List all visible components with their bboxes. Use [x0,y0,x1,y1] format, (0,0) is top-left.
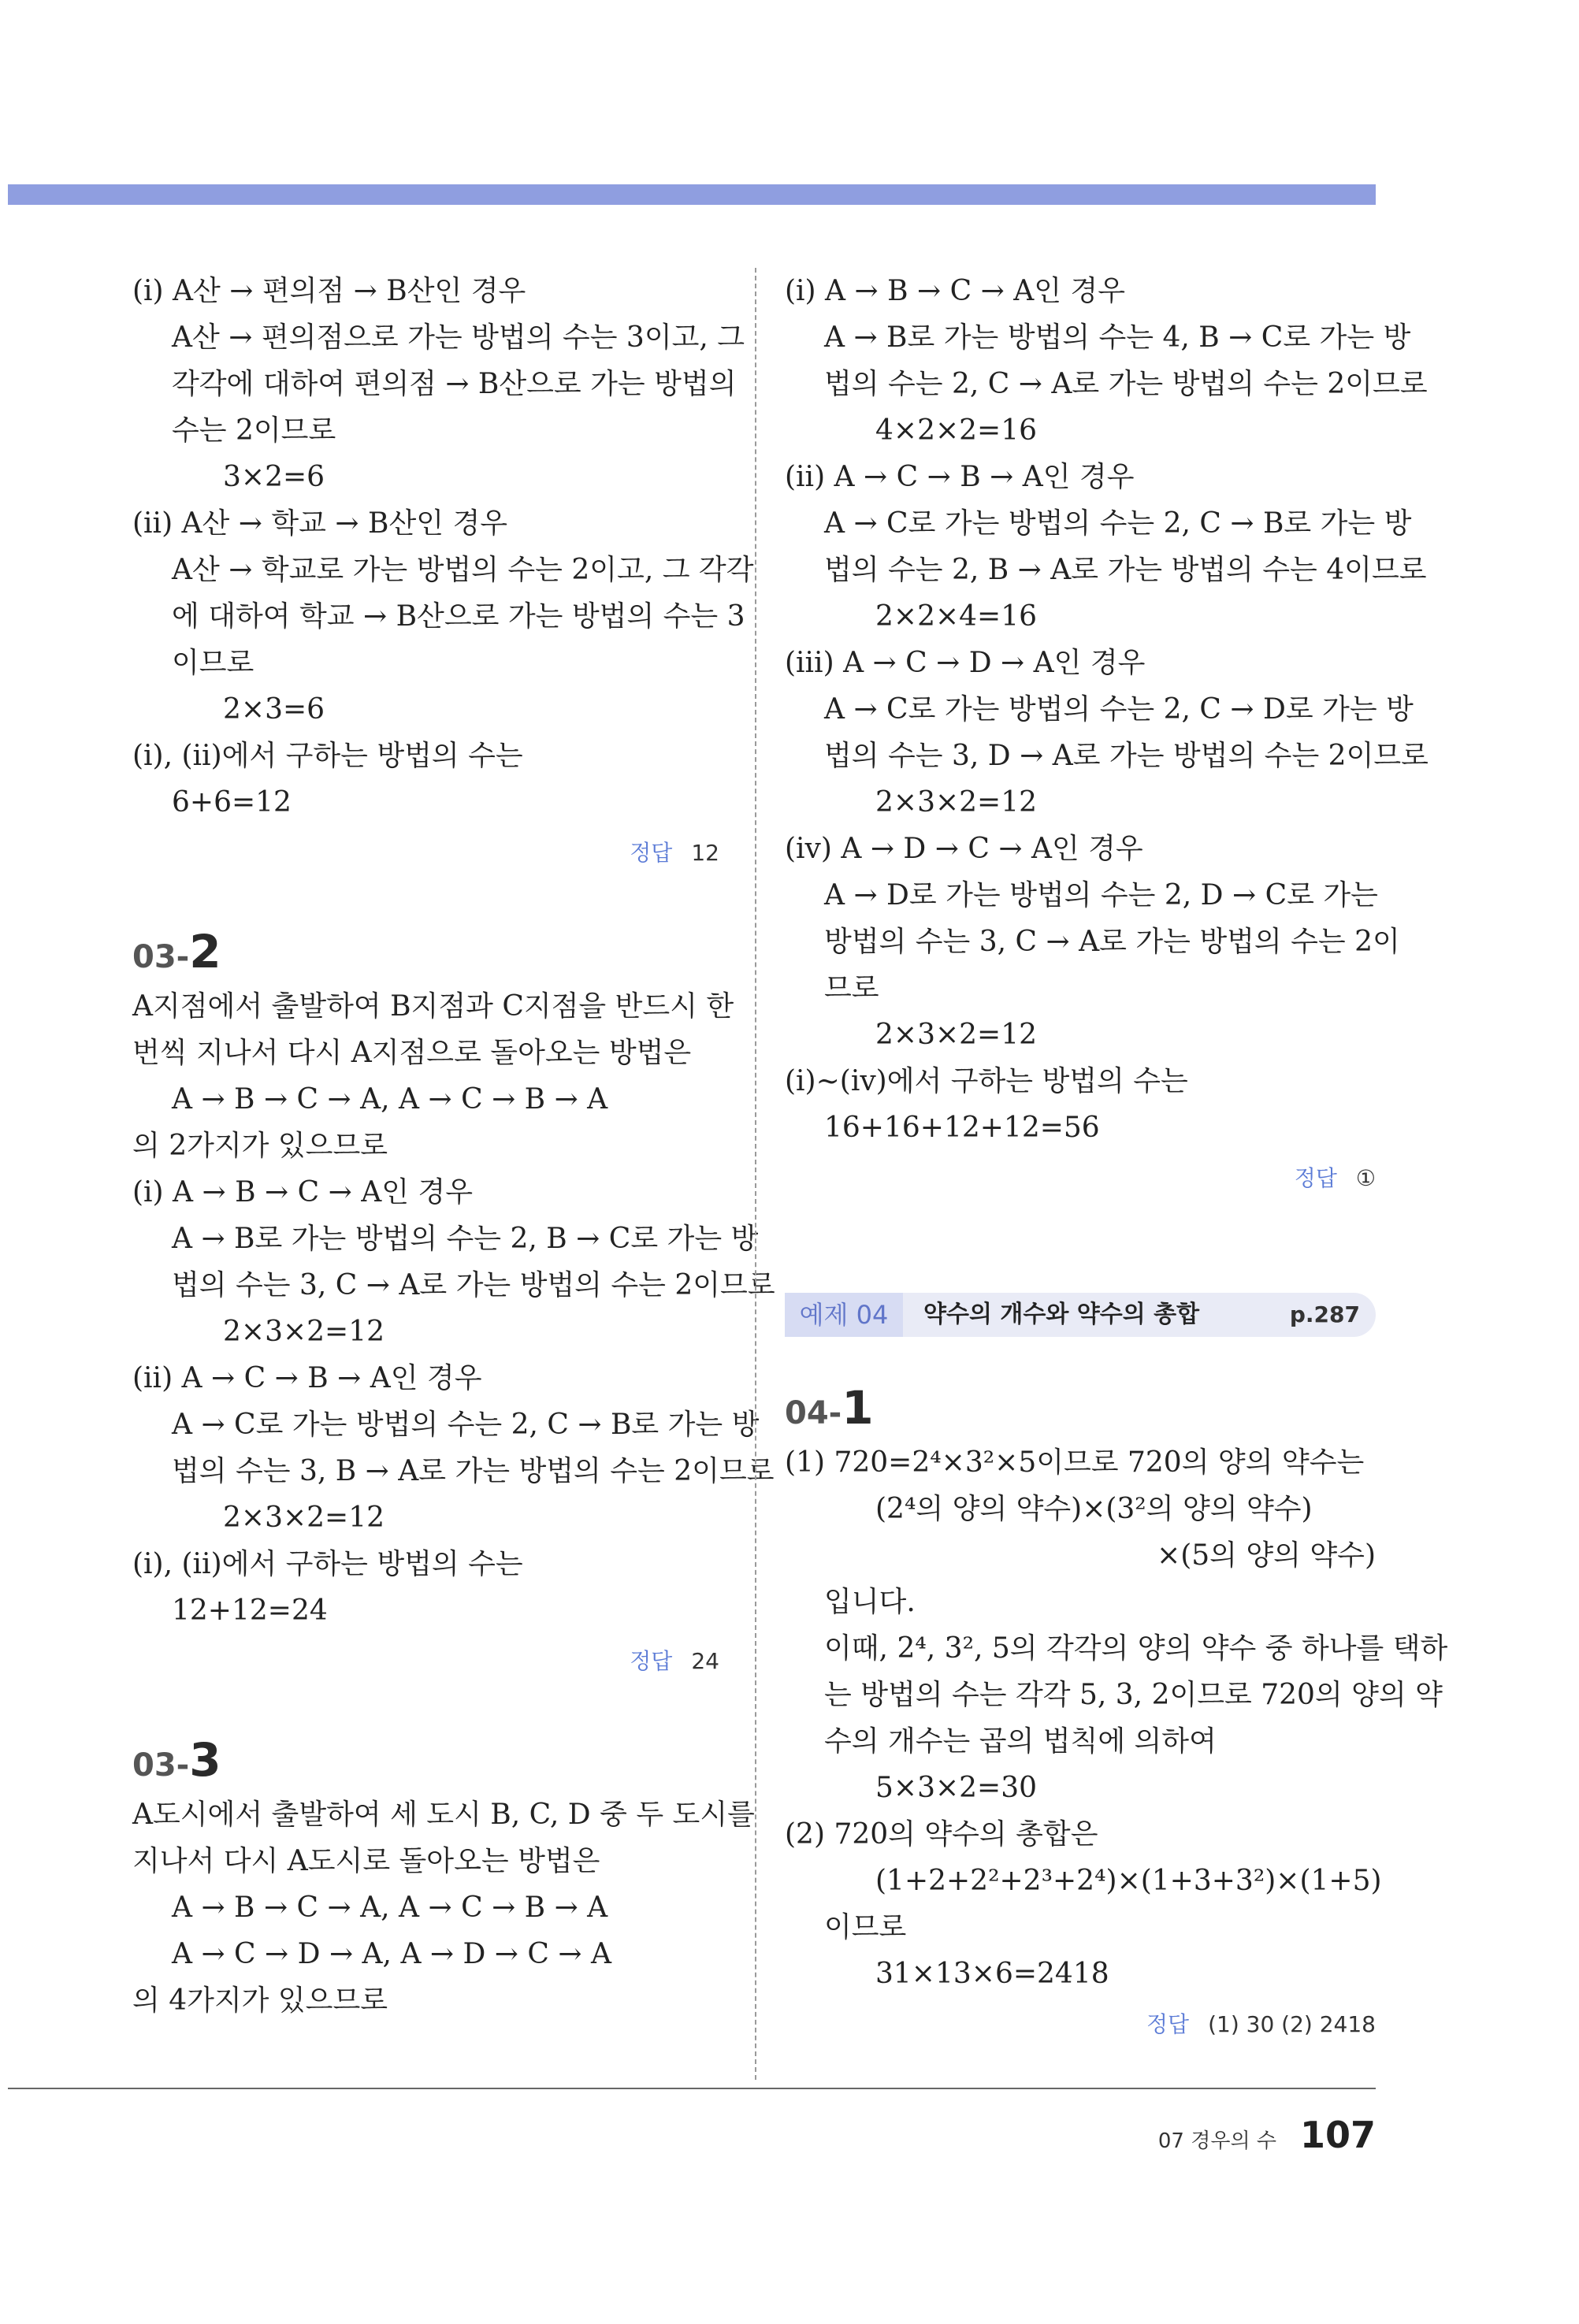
text-line: (2) 720의 약수의 총합은 [785,1818,1098,1851]
equation: 2×3×2=12 [875,786,1038,819]
equation: (2⁴의 양의 약수)×(3²의 양의 약수) [875,1493,1313,1525]
answer-value: 12 [691,840,719,866]
problem-index: 3 [189,1733,221,1787]
equation: A → B → C → A, A → C → B → A [172,1083,608,1116]
equation: A → B → C → A, A → C → B → A [172,1891,608,1924]
equation: 2×3×2=12 [875,1019,1038,1051]
text-line: A산 → 편의점으로 가는 방법의 수는 3이고, 그 [172,321,745,354]
case-heading: (ⅱ) A산 → 학교 → B산인 경우 [132,507,507,540]
case-heading: (ⅱ) A → C → B → A인 경우 [785,461,1135,493]
case-heading: (ⅰ) A → B → C → A인 경우 [785,275,1125,307]
equation: 5×3×2=30 [875,1772,1038,1804]
problem-number [132,1721,719,1791]
text-line: 에 대하여 학교 → B산으로 가는 방법의 수는 3 [172,600,745,633]
equation: 2×3×2=12 [223,1316,385,1348]
text-line: 수의 개수는 곱의 법칙에 의하여 [824,1725,1217,1758]
answer-label: 정답 [1294,1165,1337,1191]
equation: ×(5의 양의 약수) [1157,1539,1376,1572]
equation: 31×13×6=2418 [875,1958,1109,1990]
page-number: 107 [1299,2114,1376,2156]
text-line: A산 → 학교로 가는 방법의 수는 2이고, 그 각각 [172,554,754,586]
column-divider [755,268,756,2080]
answer-line [785,1997,1376,2052]
answer-line [132,826,719,881]
equation: 2×2×4=16 [875,600,1038,633]
answer-label: 정답 [1146,2011,1190,2037]
page-footer [1158,2111,1376,2159]
text-line: 이므로 [172,647,254,679]
left-column [132,268,775,2024]
text-line: 법의 수는 2, B → A로 가는 방법의 수는 4이므로 [824,554,1427,586]
case-heading: (ⅱ) A → C → B → A인 경우 [132,1362,482,1394]
problem-index: 2 [189,925,221,978]
equation: 12+12=24 [172,1595,328,1627]
text-line: A → D로 가는 방법의 수는 2, D → C로 가는 [824,879,1378,911]
text-line: 는 방법의 수는 각각 5, 3, 2이므로 720의 양의 약 [824,1679,1443,1711]
text-line: 법의 수는 3, B → A로 가는 방법의 수는 2이므로 [172,1455,775,1487]
text-line: 법의 수는 2, C → A로 가는 방법의 수는 2이므로 [824,368,1428,400]
header-color-bar [8,184,1376,205]
answer-label: 정답 [630,1648,673,1674]
text-line: 번씩 지나서 다시 A지점으로 돌아오는 방법은 [132,1037,692,1069]
answer-value: ① [1355,1165,1376,1191]
case-heading: (ⅳ) A → D → C → A인 경우 [785,833,1143,865]
answer-value: 24 [691,1648,719,1674]
example-tag: 예제 04 [785,1293,903,1337]
problem-prefix: 04- [785,1395,842,1431]
right-column [785,268,1448,2052]
text-line: A → B로 가는 방법의 수는 2, B → C로 가는 방 [172,1223,759,1255]
text-line: A도시에서 출발하여 세 도시 B, C, D 중 두 도시를 [132,1799,755,1831]
equation: 16+16+12+12=56 [824,1112,1100,1144]
text-line: (ⅰ), (ⅱ)에서 구하는 방법의 수는 [132,1548,523,1580]
text-line: 법의 수는 3, C → A로 가는 방법의 수는 2이므로 [172,1269,775,1301]
text-line: 수는 2이므로 [172,414,336,447]
case-heading: (ⅰ) A산 → 편의점 → B산인 경우 [132,275,526,307]
problem-number [785,1368,1376,1439]
answer-line [132,1634,719,1689]
text-line: 이므로 [824,1911,907,1943]
answer-value: (1) 30 (2) 2418 [1208,2011,1376,2037]
problem-prefix: 03- [132,939,190,975]
text-line: A → B로 가는 방법의 수는 4, B → C로 가는 방 [824,321,1411,354]
example-title: 약수의 개수와 약수의 총합 [923,1301,1200,1328]
text-line: A → C로 가는 방법의 수는 2, C → D로 가는 방 [824,693,1414,726]
text-line: 방법의 수는 3, C → A로 가는 방법의 수는 2이 [824,926,1400,958]
text-line: A지점에서 출발하여 B지점과 C지점을 반드시 한 [132,990,734,1023]
problem-prefix: 03- [132,1747,190,1784]
equation: 3×2=6 [223,461,325,493]
case-heading: (ⅰ) A → B → C → A인 경우 [132,1176,473,1208]
case-heading: (ⅲ) A → C → D → A인 경우 [785,647,1146,679]
answer-label: 정답 [630,840,673,866]
equation: 6+6=12 [172,786,292,819]
text-line: 각각에 대하여 편의점 → B산으로 가는 방법의 [172,368,737,400]
problem-index: 1 [842,1381,874,1435]
text-line: A → C로 가는 방법의 수는 2, C → B로 가는 방 [824,507,1412,540]
text-line: 지나서 다시 A도시로 돌아오는 방법은 [132,1845,600,1877]
text-line: 입니다. [824,1586,916,1618]
equation: 4×2×2=16 [875,414,1038,447]
text-line: 법의 수는 3, D → A로 가는 방법의 수는 2이므로 [824,740,1429,772]
text-line: (1) 720=2⁴×3²×5이므로 720의 양의 약수는 [785,1446,1365,1479]
text-line: (ⅰ), (ⅱ)에서 구하는 방법의 수는 [132,740,523,772]
example-page-ref: p.287 [1289,1301,1360,1327]
bottom-rule [8,2088,1376,2089]
equation: 2×3×2=12 [223,1502,385,1534]
problem-number [132,912,719,983]
text-line: A → C로 가는 방법의 수는 2, C → B로 가는 방 [172,1409,760,1441]
text-line: 므로 [824,972,879,1004]
chapter-label: 07 경우의 수 [1157,2129,1276,2153]
equation: A → C → D → A, A → D → C → A [172,1938,611,1970]
answer-line [785,1151,1376,1206]
text-line: 이때, 2⁴, 3², 5의 각각의 양의 약수 중 하나를 택하 [824,1632,1448,1665]
equation: (1+2+2²+2³+2⁴)×(1+3+3²)×(1+5) [875,1865,1382,1897]
equation: 2×3=6 [223,693,325,726]
text-line: 의 2가지가 있으므로 [132,1130,388,1162]
text-line: (ⅰ)~(ⅳ)에서 구하는 방법의 수는 [785,1065,1188,1097]
text-line: 의 4가지가 있으므로 [132,1984,388,2017]
example-header [785,1293,1376,1337]
